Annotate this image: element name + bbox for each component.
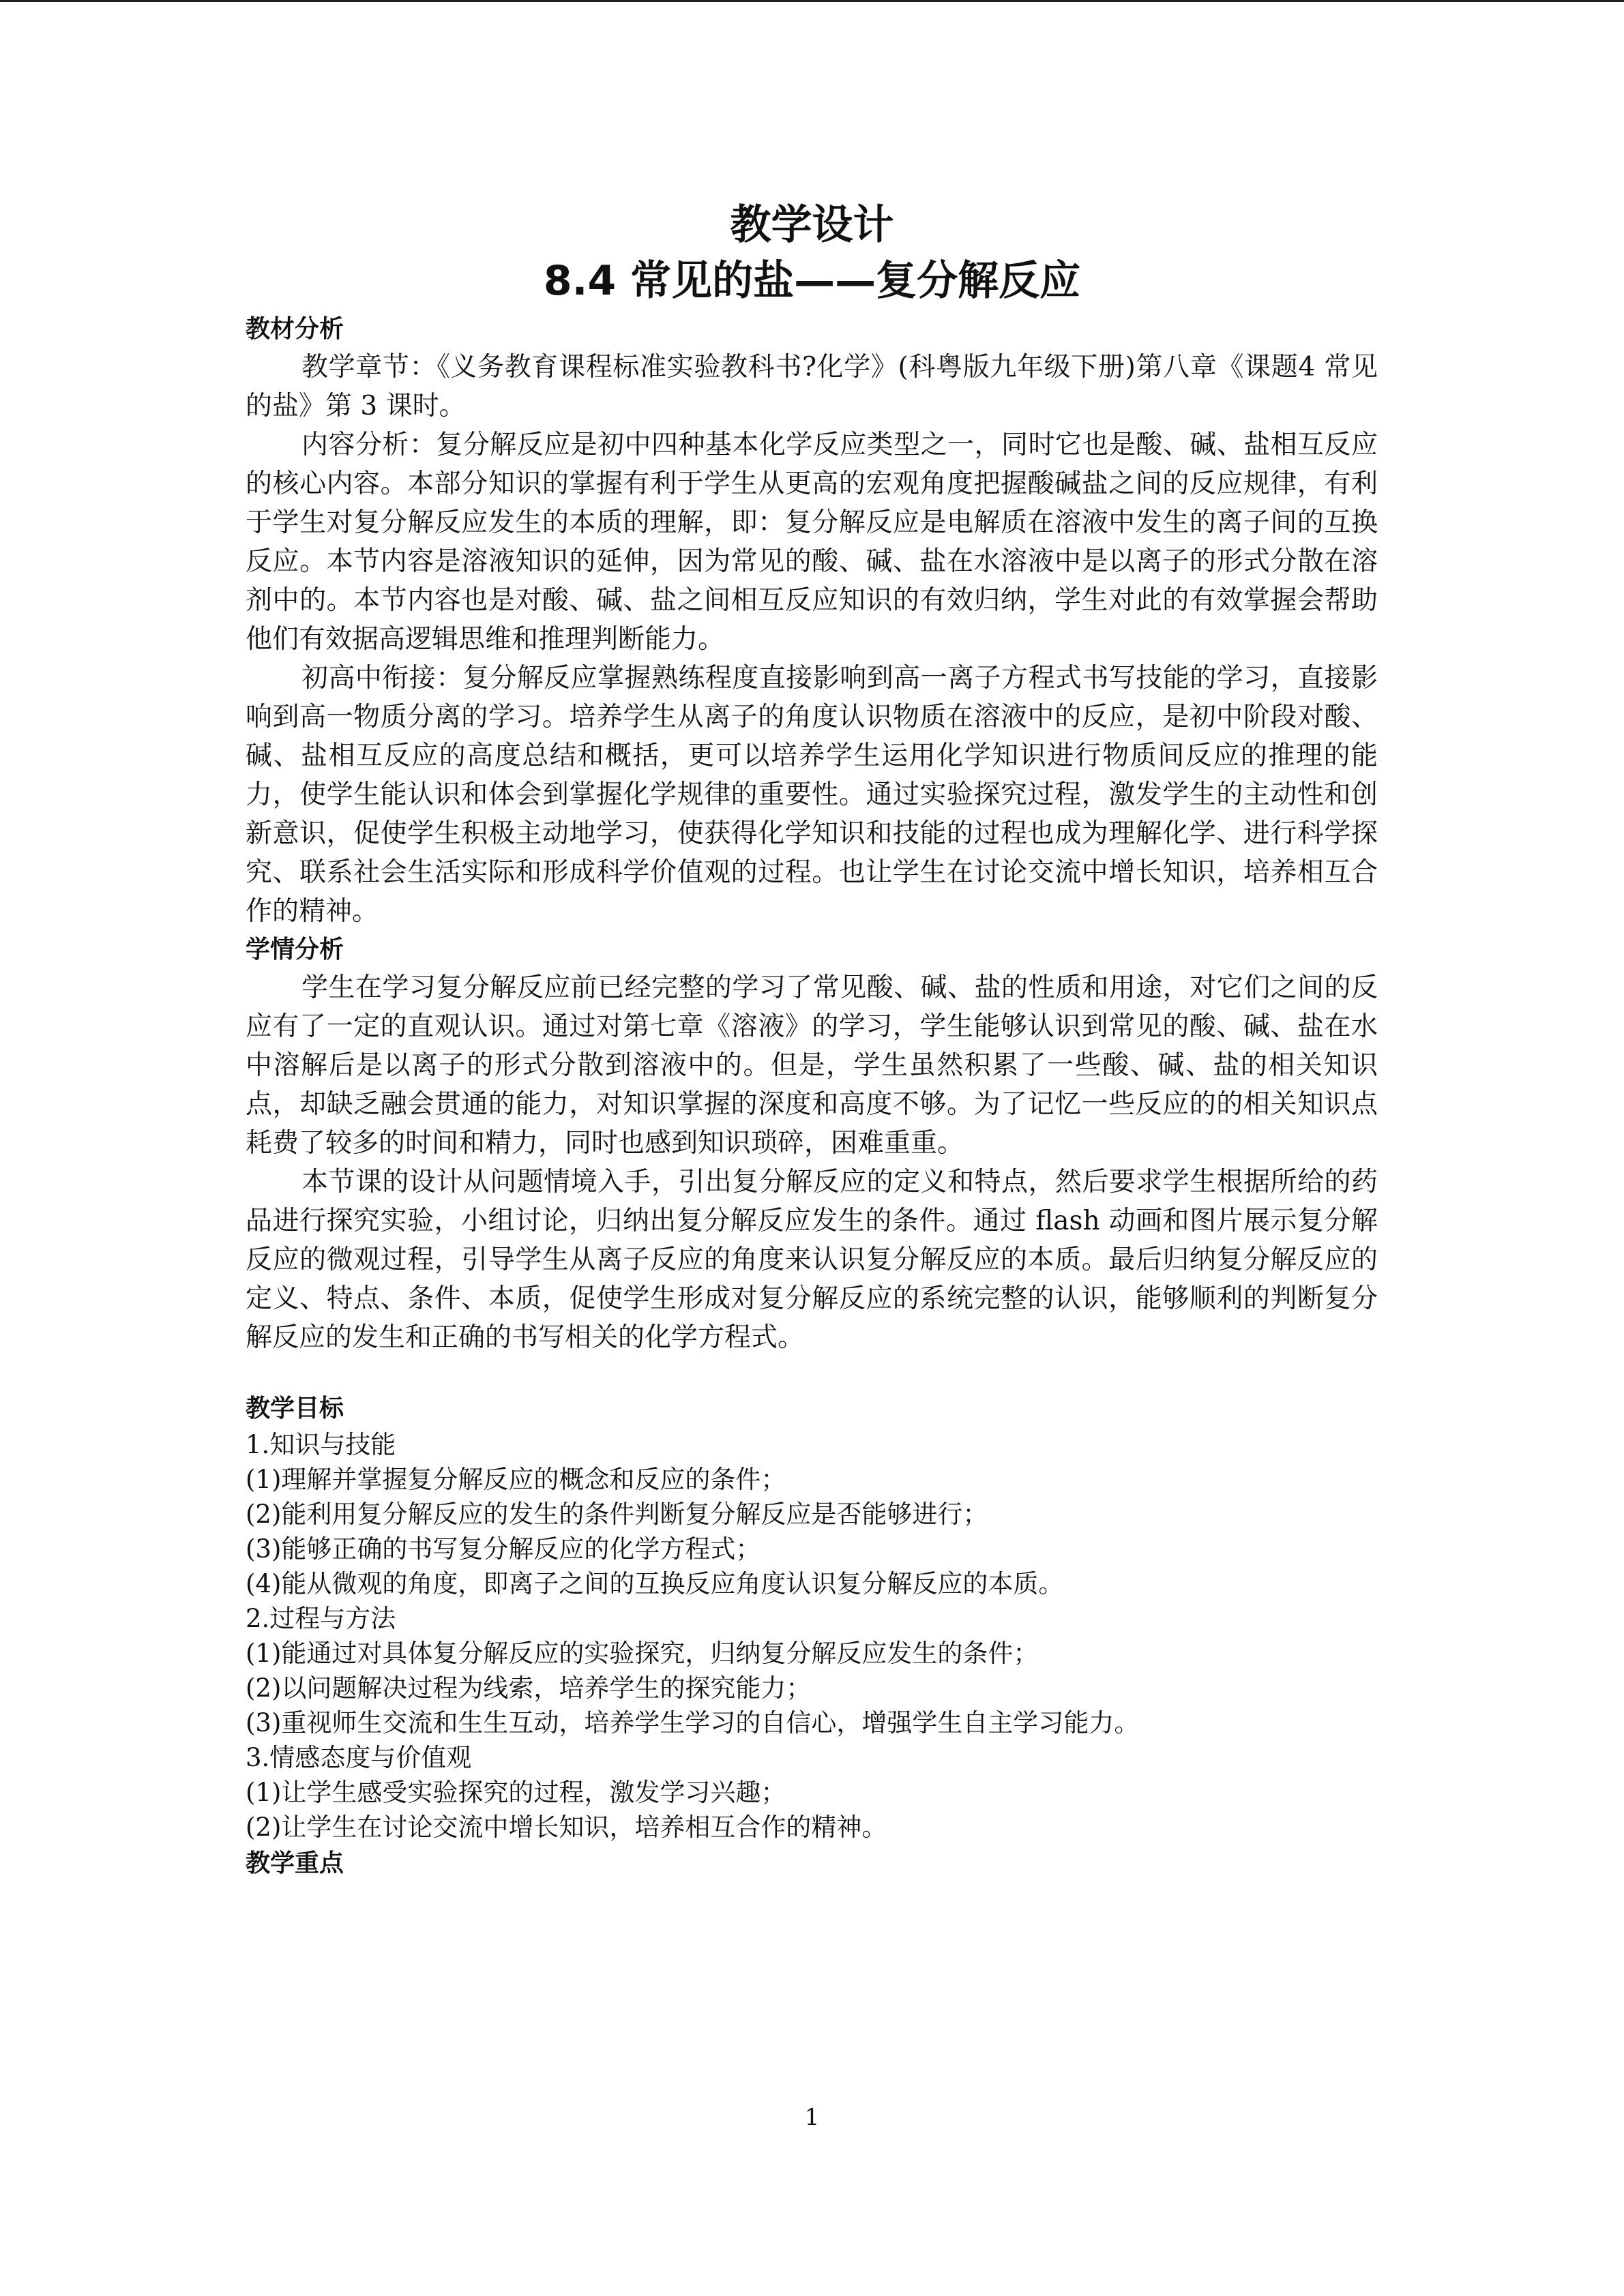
paragraph: 学生在学习复分解反应前已经完整的学习了常见酸、碱、盐的性质和用途，对它们之间的反应有了一定的直观认识。通过对第七章《溶液》的学习，学生能够认识到常见的酸、碱、盐在水中溶解后是以离子的形式分散到溶液中的。但是，学生虽然积累了一些酸、碱、盐的相关知识点，却缺乏融会贯通的能力，对知识掌握的深度和高度不够。为了记忆一些反应的的相关知识点耗费了较多的时间和精力，同时也感到知识琐碎，困难重重。 xyxy=(246,972,1378,1159)
objective-line: (1)能通过对具体复分解反应的实验探究，归纳复分解反应发生的条件； xyxy=(246,1639,1039,1668)
paragraph: 初高中衔接：复分解反应掌握熟练程度直接影响到高一离子方程式书写技能的学习，直接影响到高一物质分离的学习。培养学生从离子的角度认识物质在溶液中的反应，是初中阶段对酸、碱、盐相互反应的高度总结和概括，更可以培养学生运用化学知识进行物质间反应的推理的能力，使学生能认识和体会到掌握化学规律的重要性。通过实验探究过程，激发学生的主动性和创新意识，促使学生积极主动地学习，使获得化学知识和技能的过程也成为理解化学、进行科学探究、联系社会生活实际和形成科学价值观的过程。也让学生在讨论交流中增长知识，培养相互合作的精神。 xyxy=(246,663,1378,927)
document-title: 教学设计 xyxy=(730,201,894,249)
objective-line: 1.知识与技能 xyxy=(246,1430,396,1459)
objective-line: (2)能利用复分解反应的发生的条件判断复分解反应是否能够进行； xyxy=(246,1500,988,1529)
objective-line: 3.情感态度与价值观 xyxy=(246,1743,472,1772)
objective-line: (3)重视师生交流和生生互动，培养学生学习的自信心，增强学生自主学习能力。 xyxy=(246,1708,1140,1738)
objective-line: (2)让学生在讨论交流中增长知识，培养相互合作的精神。 xyxy=(246,1813,887,1842)
heading-teaching-objectives: 教学目标 xyxy=(246,1395,344,1422)
objective-line: (1)让学生感受实验探究的过程，激发学习兴趣； xyxy=(246,1778,786,1807)
paragraph: 本节课的设计从问题情境入手，引出复分解反应的定义和特点，然后要求学生根据所给的药品进行探究实验，小组讨论，归纳出复分解反应发生的条件。通过 flash 动画和图片展示复分解反应的微观过程，引导学生从离子反应的角度来认识复分解反应的本质。最后归纳复分解反应的定义、特点、条件、本质，促使学生形成对复分解反应的系统完整的认识，能够顺利的判断复分解反应的发生和正确的书写相关的化学方程式。 xyxy=(246,1167,1378,1353)
heading-material-analysis: 教材分析 xyxy=(246,315,344,343)
heading-learner-analysis: 学情分析 xyxy=(246,936,344,964)
objective-line: (1)理解并掌握复分解反应的概念和反应的条件； xyxy=(246,1465,786,1494)
heading-key-points: 教学重点 xyxy=(246,1849,344,1877)
objective-line: (3)能够正确的书写复分解反应的化学方程式； xyxy=(246,1534,761,1564)
objective-line: (2)以问题解决过程为线索，培养学生的探究能力； xyxy=(246,1673,812,1703)
document-body xyxy=(246,310,1378,1882)
lesson-title: 8.4 常见的盐——复分解反应 xyxy=(543,257,1081,305)
objective-line: (4)能从微观的角度，即离子之间的互换反应角度认识复分解反应的本质。 xyxy=(246,1569,1064,1598)
objective-line: 2.过程与方法 xyxy=(246,1604,396,1633)
paragraph: 教学章节：《义务教育课程标准实验教科书?化学》(科粤版九年级下册)第八章《课题4 常见的盐》第 3 课时。 xyxy=(246,352,1378,421)
paragraph: 内容分析：复分解反应是初中四种基本化学反应类型之一，同时它也是酸、碱、盐相互反应的核心内容。本部分知识的掌握有利于学生从更高的宏观角度把握酸碱盐之间的反应规律，有利于学生对复分解反应发生的本质的理解，即：复分解反应是电解质在溶液中发生的离子间的互换反应。本节内容是溶液知识的延伸，因为常见的酸、碱、盐在水溶液中是以离子的形式分散在溶剂中的。本节内容也是对酸、碱、盐之间相互反应知识的有效归纳，学生对此的有效掌握会帮助他们有效据高逻辑思维和推理判断能力。 xyxy=(246,430,1378,655)
section-spacer xyxy=(246,1357,1378,1390)
page-number: 1 xyxy=(804,2104,820,2131)
